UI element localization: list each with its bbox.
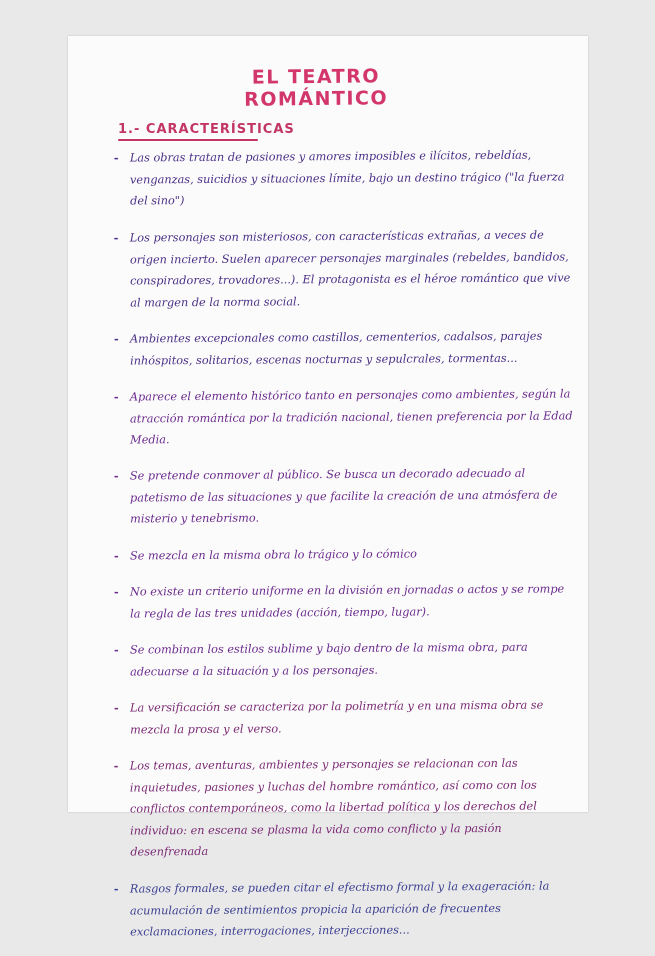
bullet-dash: - bbox=[113, 642, 119, 657]
bullet-dash: - bbox=[113, 150, 119, 165]
list-item-text: Rasgos formales, se pueden citar el efectismo formal y la exageración: la acumulación de sentimientos propicia la aparición de frecuentes exclamaciones, interrogaciones, interjecciones... bbox=[129, 879, 550, 939]
list-item-text: Las obras tratan de pasiones y amores imposibles e ilícitos, rebeldías, venganzas, suicidios y situaciones límite, bajo un destino trágico ("la fuerza del sino") bbox=[129, 148, 565, 208]
bullet-dash: - bbox=[113, 389, 119, 404]
list-item bbox=[114, 462, 576, 530]
list-item bbox=[114, 325, 576, 371]
list-item-text: La versificación se caracteriza por la polimetría y en una misma obra se mezcla la prosa y el verso. bbox=[129, 698, 544, 737]
list-item bbox=[114, 578, 576, 624]
list-item-text: Los temas, aventuras, ambientes y personajes se relacionan con las inquietudes, pasiones y luchas del hombre romántico, así como con los conflictos contemporáneos, como la libertad política y los derechos del individuo: en escena se plasma la vida como conflicto y la pasión desenfrenada bbox=[129, 756, 537, 859]
bullet-dash: - bbox=[113, 548, 119, 563]
list-item bbox=[114, 542, 576, 567]
list-item bbox=[114, 144, 576, 212]
bullet-dash: - bbox=[113, 881, 119, 896]
list-item-text: Se mezcla en la misma obra lo trágico y lo cómico bbox=[129, 546, 417, 563]
characteristics-list bbox=[114, 146, 576, 956]
list-item-text: Se combinan los estilos sublime y bajo dentro de la misma obra, para adecuarse a la situación y a los personajes. bbox=[129, 640, 528, 679]
list-item bbox=[114, 752, 577, 863]
list-item-text: Los personajes son misteriosos, con características extrañas, a veces de origen incierto. Suelen aparecer personajes marginales (rebeldes, bandidos, conspiradores, trovadores...). El protagonista es el héroe romántico que vive al margen de la norma social. bbox=[129, 228, 571, 309]
list-item bbox=[114, 694, 576, 740]
list-item-text: No existe un criterio uniforme en la división en jornadas o actos y se rompe la regla de las tres unidades (acción, tiempo, lugar). bbox=[129, 582, 565, 621]
list-item bbox=[114, 224, 577, 313]
list-item bbox=[114, 636, 576, 682]
list-item-text: Se pretende conmover al público. Se busca un decorado adecuado al patetismo de las situaciones y que facilite la creación de una atmósfera de misterio y tenebrismo. bbox=[129, 466, 558, 526]
bullet-dash: - bbox=[113, 230, 119, 245]
page-title: EL TEATRO ROMÁNTICO bbox=[244, 65, 389, 111]
bullet-dash: - bbox=[113, 758, 119, 773]
list-item bbox=[114, 875, 576, 943]
notebook-page bbox=[68, 36, 588, 939]
section-heading bbox=[118, 122, 295, 141]
bullet-dash: - bbox=[113, 700, 119, 715]
bullet-dash: - bbox=[113, 331, 119, 346]
bullet-dash: - bbox=[113, 584, 119, 599]
list-item-text: Aparece el elemento histórico tanto en personajes como ambientes, según la atracción romántica por la tradición nacional, tienen preferencia por la Edad Media. bbox=[129, 386, 573, 447]
list-item-text: Ambientes excepcionales como castillos, cementerios, cadalsos, parajes inhóspitos, solitarios, escenas nocturnas y sepulcrales, tormentas... bbox=[129, 329, 543, 367]
bullet-dash: - bbox=[113, 468, 119, 483]
section-heading-text: 1.- CARACTERÍSTICAS bbox=[118, 122, 295, 137]
list-item bbox=[114, 383, 576, 451]
section-underline bbox=[118, 139, 258, 141]
